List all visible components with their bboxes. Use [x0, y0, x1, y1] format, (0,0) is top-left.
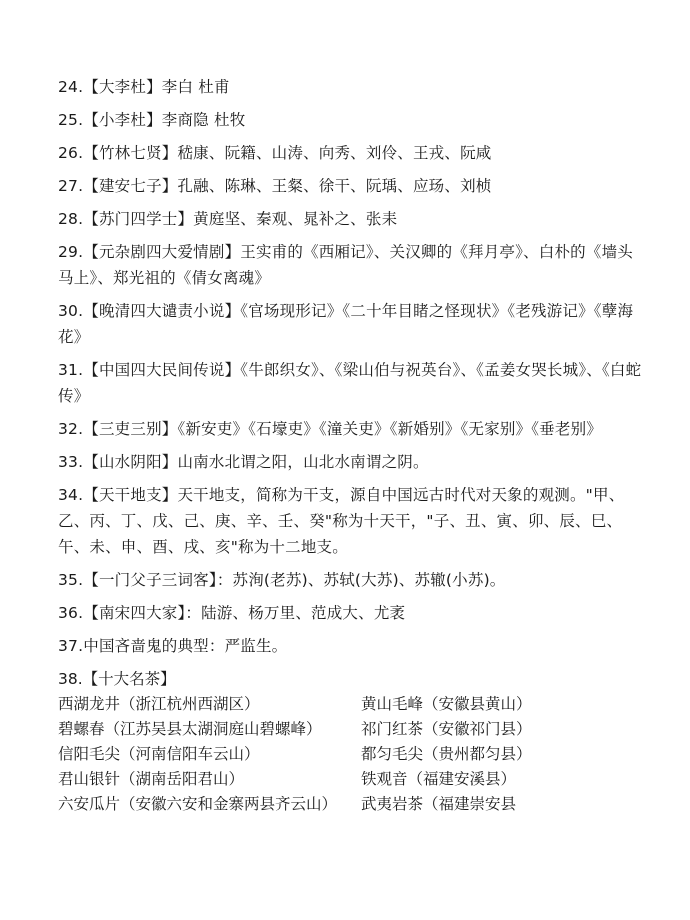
entry-number: 30.: [58, 302, 84, 320]
entry-body: 孔融、陈琳、王粲、徐干、阮瑀、应玚、刘桢: [177, 177, 492, 195]
tea-item: 碧螺春（江苏吴县太湖洞庭山碧螺峰）: [58, 720, 322, 738]
entry-number: 33.: [58, 453, 84, 471]
entry-heading: 【小李杜】: [83, 111, 162, 129]
entry-item: [58, 567, 648, 593]
entry-number: 31.: [58, 361, 84, 379]
entry-heading: 【晚清四大谴责小说】: [83, 302, 241, 320]
entry-body: 天干地支，简称为干支，源自中国远古时代对天象的观测。"甲、乙、丙、丁、戊、己、庚、辛、壬、癸"称为十天干，"子、丑、寅、卯、辰、巳、午、未、申、酉、戌、亥"称为十二地支。: [58, 486, 625, 556]
entry-number: 26.: [58, 144, 84, 162]
tea-item: 君山银针（湖南岳阳君山）: [58, 770, 245, 788]
entry-body: 黄庭坚、秦观、晁补之、张耒: [193, 210, 398, 228]
entry-body: 李白 杜甫: [161, 78, 230, 96]
entry-item: [58, 633, 648, 659]
entry-body: 《新安吏》《石壕吏》《潼关吏》《新婚别》《无家别》《垂老别》: [177, 420, 602, 438]
tea-item: 都匀毛尖（贵州都匀县）: [361, 745, 532, 763]
entry-item: [58, 206, 648, 232]
entry-heading: 【建安七子】: [83, 177, 178, 195]
entry-heading: 【一门父子三词客】: [83, 571, 217, 589]
entry-body: 嵇康、阮籍、山涛、向秀、刘伶、王戎、阮咸: [177, 144, 492, 162]
entry-heading: 【中国四大民间传说】: [83, 361, 241, 379]
entry-number: 36.: [58, 604, 84, 622]
tea-item: 信阳毛尖（河南信阳车云山）: [58, 745, 260, 763]
entry-number: 34.: [58, 486, 84, 504]
tea-item: 西湖龙井（浙江杭州西湖区）: [58, 695, 260, 713]
entry-item: [58, 600, 648, 626]
entry-heading: 【大李杜】: [83, 78, 162, 96]
entry-heading: 【苏门四学士】: [83, 210, 194, 228]
entry-body: ：苏洵(老苏)、苏轼(大苏)、苏辙(小苏)。: [216, 571, 506, 589]
entry-heading: 【天干地支】: [83, 486, 178, 504]
entry-number: 35.: [58, 571, 84, 589]
entry-number: 27.: [58, 177, 84, 195]
entry-item: [58, 416, 648, 442]
tea-item: 黄山毛峰（安徽县黄山）: [361, 695, 532, 713]
entry-body: 山南水北谓之阳，山北水南谓之阴。: [177, 453, 429, 471]
entry-number: 29.: [58, 243, 84, 261]
tea-item: 祁门红茶（安徽祁门县）: [361, 720, 532, 738]
entry-body: 《牛郎织女》、《梁山伯与祝英台》、《孟姜女哭长城》、《白蛇传》: [58, 361, 642, 405]
entry-number: 25.: [58, 111, 84, 129]
entry-item: [58, 357, 648, 409]
entry-body: 中国吝啬鬼的典型：严监生。: [83, 637, 288, 655]
tea-heading: [58, 666, 648, 692]
tea-item: 铁观音（福建安溪县）: [361, 770, 517, 788]
entry-body: 王实甫的《西厢记》、关汉卿的《拜月亭》、白朴的《墙头马上》、郑光祖的《倩女离魂》: [58, 243, 633, 287]
entry-number: 37.: [58, 637, 84, 655]
tea-section: [58, 666, 648, 817]
entry-number: 28.: [58, 210, 84, 228]
entry-item: [58, 107, 648, 133]
entry-body: ：陆游、杨万里、范成大、尤袤: [185, 604, 406, 622]
document-page: [58, 74, 648, 817]
entry-item: [58, 482, 648, 560]
entry-item: [58, 298, 648, 350]
entry-heading: 【南宋四大家】: [83, 604, 186, 622]
entry-heading: 【竹林七贤】: [83, 144, 178, 162]
tea-head: 【十大名茶】: [82, 670, 176, 688]
entry-number: 32.: [58, 420, 84, 438]
entry-body: 《官场现形记》《二十年目睹之怪现状》《老残游记》《孽海花》: [58, 302, 634, 346]
entry-list: [58, 74, 648, 659]
entry-heading: 【三吏三别】: [83, 420, 178, 438]
entry-heading: 【元杂剧四大爱情剧】: [83, 243, 241, 261]
entry-item: [58, 449, 648, 475]
tea-item: 六安瓜片（安徽六安和金寨两县齐云山）: [58, 795, 338, 813]
entry-item: [58, 74, 648, 100]
entry-item: [58, 239, 648, 291]
entry-body: 李商隐 杜牧: [161, 111, 246, 129]
entry-number: 24.: [58, 78, 84, 96]
tea-number: 38.: [58, 670, 83, 688]
tea-grid: [58, 692, 648, 817]
entry-item: [58, 140, 648, 166]
entry-item: [58, 173, 648, 199]
tea-item: 武夷岩茶（福建崇安县: [361, 795, 517, 813]
entry-heading: 【山水阴阳】: [83, 453, 178, 471]
